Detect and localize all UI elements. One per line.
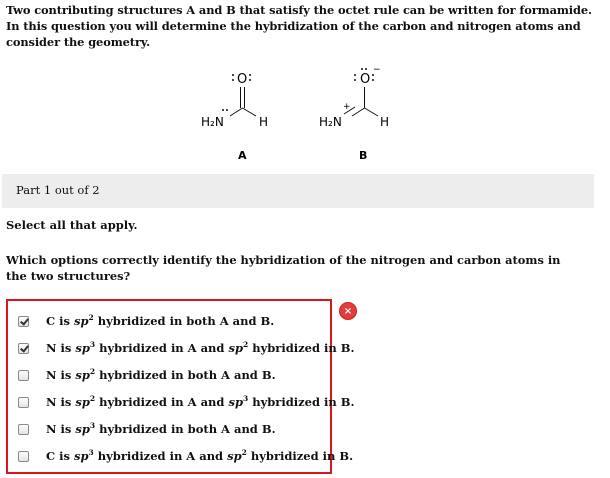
structure-b-label: B (359, 149, 368, 162)
wrong-x-icon: × (340, 303, 356, 319)
question-text: Which options correctly identify the hybridization of the nitrogen and carbon atoms in the two structures? (6, 253, 561, 283)
part-label: Part 1 out of 2 (16, 183, 100, 197)
options-list (6, 299, 355, 474)
option-label: N is $sp^2$ hybridized in A and $sp^3$ hybridized in B. (46, 394, 355, 409)
option-2[interactable] (18, 340, 355, 356)
part-header (2, 174, 594, 208)
structure-b-oxygen-charge: − (373, 66, 381, 75)
option-label: N is $sp^2$ hybridized in both A and B. (46, 367, 276, 382)
structure-b (319, 66, 389, 162)
structure-b-hydrogen: H (380, 115, 390, 129)
structure-a-oxygen: O (237, 72, 248, 87)
option-5[interactable] (18, 421, 276, 437)
instruction-text: Select all that apply. (6, 218, 138, 232)
checkbox[interactable] (18, 343, 29, 354)
formamide-structures (0, 66, 610, 166)
option-1[interactable] (18, 313, 274, 329)
structure-b-nitrogen-charge: + (343, 102, 351, 112)
option-label: N is $sp^3$ hybridized in A and $sp^2$ hybridized in B. (46, 340, 355, 355)
option-label: C is $sp^3$ hybridized in A and $sp^2$ hybridized in B. (46, 448, 354, 463)
structure-a-amine: H₂N (201, 115, 224, 129)
option-label: N is $sp^3$ hybridized in both A and B. (46, 421, 276, 436)
option-6[interactable] (18, 448, 353, 464)
option-3[interactable] (18, 367, 276, 383)
structure-a-hydrogen: H (259, 115, 269, 129)
checkbox[interactable] (18, 370, 29, 381)
intro-text: Two contributing structures A and B that satisfy the octet rule can be written for formamide. In this question you will determine the hybridization of the carbon and nitrogen atoms and consider the geometry. (6, 3, 592, 49)
option-label: C is $sp^2$ hybridized in both A and B. (46, 313, 275, 328)
checkbox[interactable] (18, 316, 29, 327)
checkbox[interactable] (18, 451, 29, 462)
structure-b-oxygen: O (360, 72, 371, 87)
structure-a (201, 72, 268, 162)
checkbox[interactable] (18, 397, 29, 408)
option-4[interactable] (18, 394, 355, 410)
structures-figure (0, 66, 610, 166)
structure-b-amine: H₂N (319, 115, 342, 129)
structure-a-label: A (238, 149, 247, 162)
checkbox[interactable] (18, 424, 29, 435)
